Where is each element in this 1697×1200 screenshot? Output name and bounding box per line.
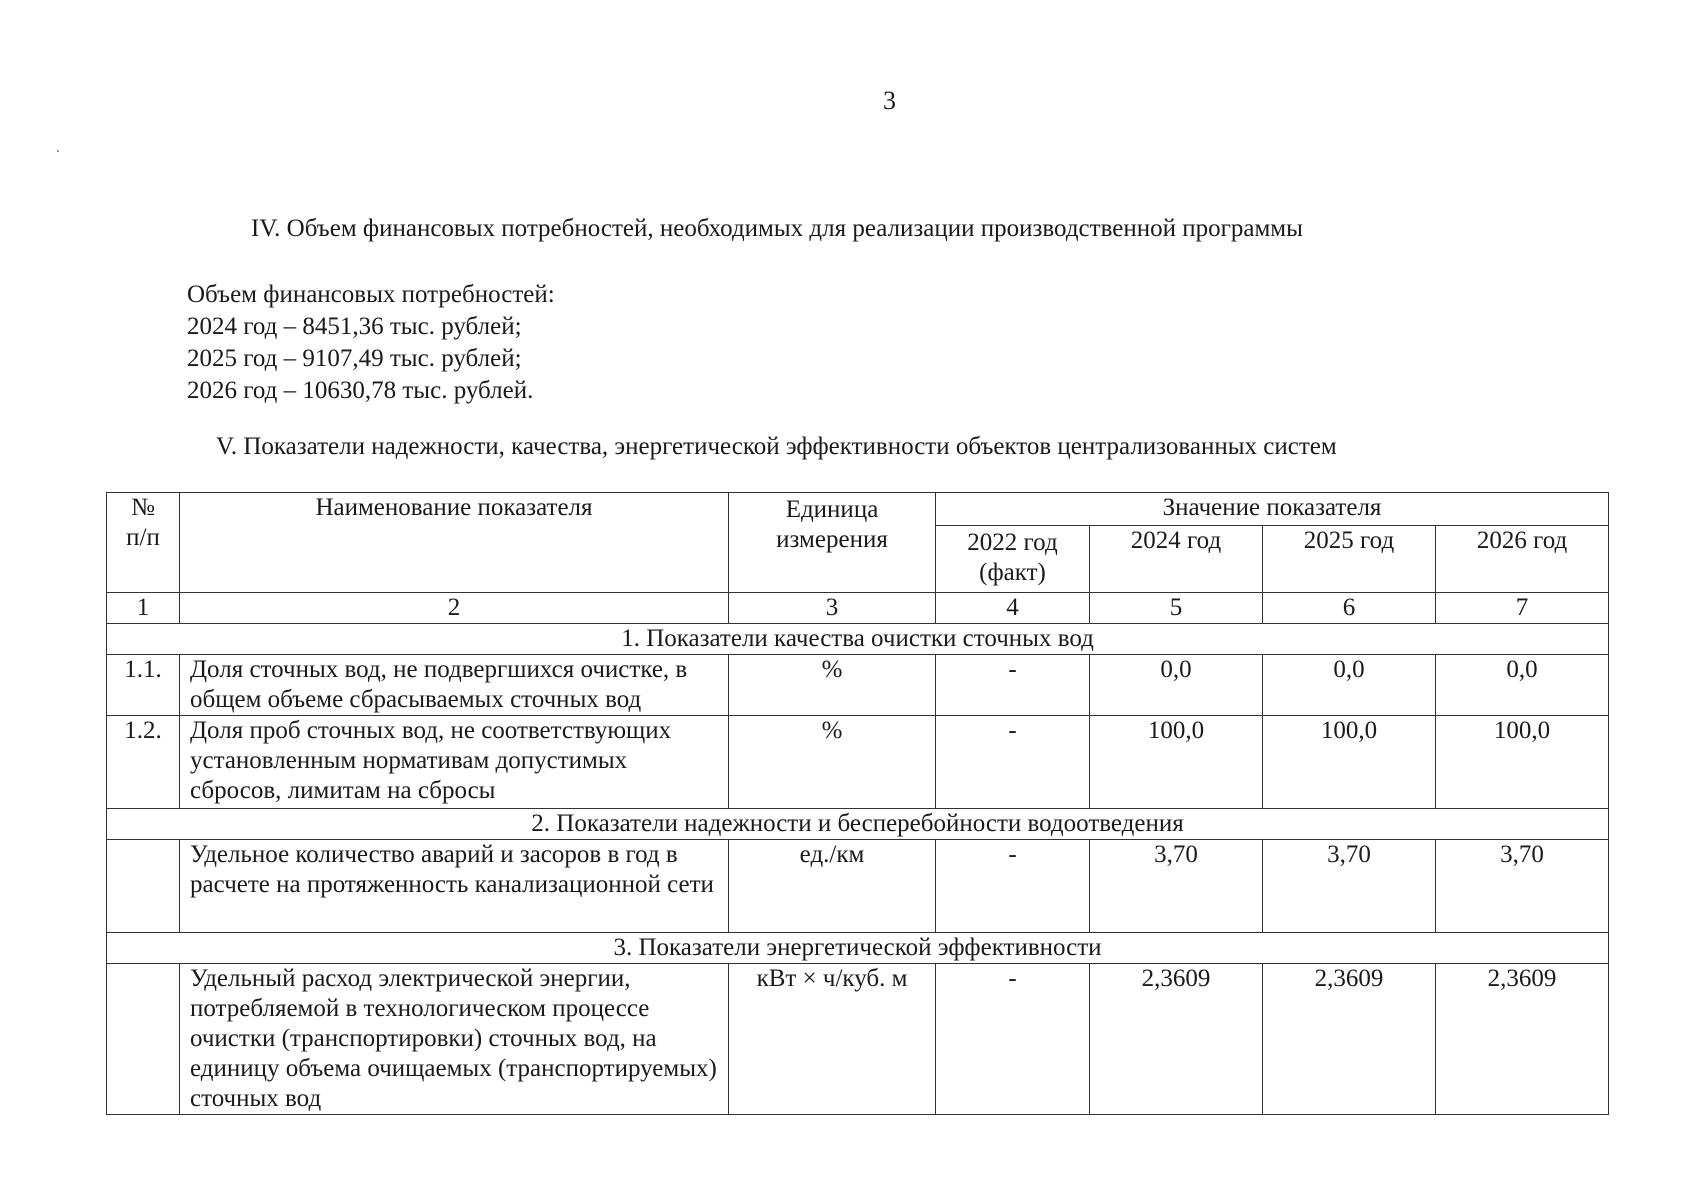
header-row-number (107, 493, 180, 593)
value-2025: 100,0 (1263, 716, 1436, 809)
table-row (107, 655, 1609, 716)
table-section-row (107, 809, 1609, 840)
header-indicator-name: Наименование показателя (180, 493, 729, 593)
financial-needs-block (187, 279, 555, 407)
value-2022: - (936, 964, 1090, 1115)
column-number: 3 (729, 593, 936, 624)
header-number-sign: № (131, 494, 155, 521)
section-heading-energy: 3. Показатели энергетической эффективности (107, 933, 1609, 964)
value-2025: 2,3609 (1263, 964, 1436, 1115)
row-number (107, 964, 180, 1115)
value-2022: - (936, 655, 1090, 716)
page-number: 3 (883, 86, 896, 115)
column-number: 7 (1436, 593, 1609, 624)
table-header-row-1 (107, 493, 1609, 526)
indicator-unit: % (729, 655, 936, 716)
indicator-name: Удельное количество аварий и засоров в год в расчете на протяженность канализационной сети (180, 840, 729, 933)
value-2025: 0,0 (1263, 655, 1436, 716)
financial-needs-2026: 2026 год – 10630,78 тыс. рублей. (187, 377, 534, 404)
header-2022: 2022 год (факт) (936, 526, 1090, 593)
indicator-unit: % (729, 716, 936, 809)
section-heading-reliability: 2. Показатели надежности и бесперебойности водоотведения (107, 809, 1609, 840)
value-2024: 100,0 (1090, 716, 1263, 809)
indicator-name: Удельный расход электрической энергии, потребляемой в технологическом процессе очистки (транспортировки) сточных вод, на единицу объема очищаемых (транспортируемых) сточных вод (180, 964, 729, 1115)
header-pp: п/п (126, 524, 160, 551)
value-2024: 2,3609 (1090, 964, 1263, 1115)
column-number: 1 (107, 593, 180, 624)
row-number: 1.2. (107, 716, 180, 809)
column-number: 2 (180, 593, 729, 624)
section-5-title: V. Показатели надежности, качества, энергетической эффективности объектов централизованных систем (216, 433, 1337, 460)
value-2024: 0,0 (1090, 655, 1263, 716)
column-number: 6 (1263, 593, 1436, 624)
section-heading-quality: 1. Показатели качества очистки сточных вод (107, 624, 1609, 655)
row-number: 1.1. (107, 655, 180, 716)
value-2026: 100,0 (1436, 716, 1609, 809)
header-2024: 2024 год (1090, 526, 1263, 593)
value-2026: 3,70 (1436, 840, 1609, 933)
column-numbers-row (107, 593, 1609, 624)
table-row (107, 716, 1609, 809)
column-number: 4 (936, 593, 1090, 624)
column-number: 5 (1090, 593, 1263, 624)
table-section-row (107, 624, 1609, 655)
value-2026: 2,3609 (1436, 964, 1609, 1115)
value-2022: - (936, 716, 1090, 809)
header-2025: 2025 год (1263, 526, 1436, 593)
value-2022: - (936, 840, 1090, 933)
table-section-row (107, 933, 1609, 964)
header-unit: Единица измерения (729, 493, 936, 593)
row-number (107, 840, 180, 933)
indicator-name: Доля сточных вод, не подвергшихся очистке, в общем объеме сбрасываемых сточных вод (180, 655, 729, 716)
financial-needs-heading: Объем финансовых потребностей: (187, 281, 555, 308)
indicators-table (106, 492, 1609, 1115)
indicator-unit: ед./км (729, 840, 936, 933)
header-value-group: Значение показателя (936, 493, 1609, 526)
header-2026: 2026 год (1436, 526, 1609, 593)
value-2024: 3,70 (1090, 840, 1263, 933)
value-2025: 3,70 (1263, 840, 1436, 933)
table-row (107, 840, 1609, 933)
indicator-name: Доля проб сточных вод, не соответствующих установленным нормативам допустимых сбросов, лимитам на сбросы (180, 716, 729, 809)
scan-speck (57, 150, 59, 152)
table-row (107, 964, 1609, 1115)
financial-needs-2024: 2024 год – 8451,36 тыс. рублей; (187, 313, 522, 340)
value-2026: 0,0 (1436, 655, 1609, 716)
financial-needs-2025: 2025 год – 9107,49 тыс. рублей; (187, 345, 522, 372)
indicator-unit: кВт × ч/куб. м (729, 964, 936, 1115)
section-4-title: IV. Объем финансовых потребностей, необходимых для реализации производственной программы (251, 215, 1303, 242)
